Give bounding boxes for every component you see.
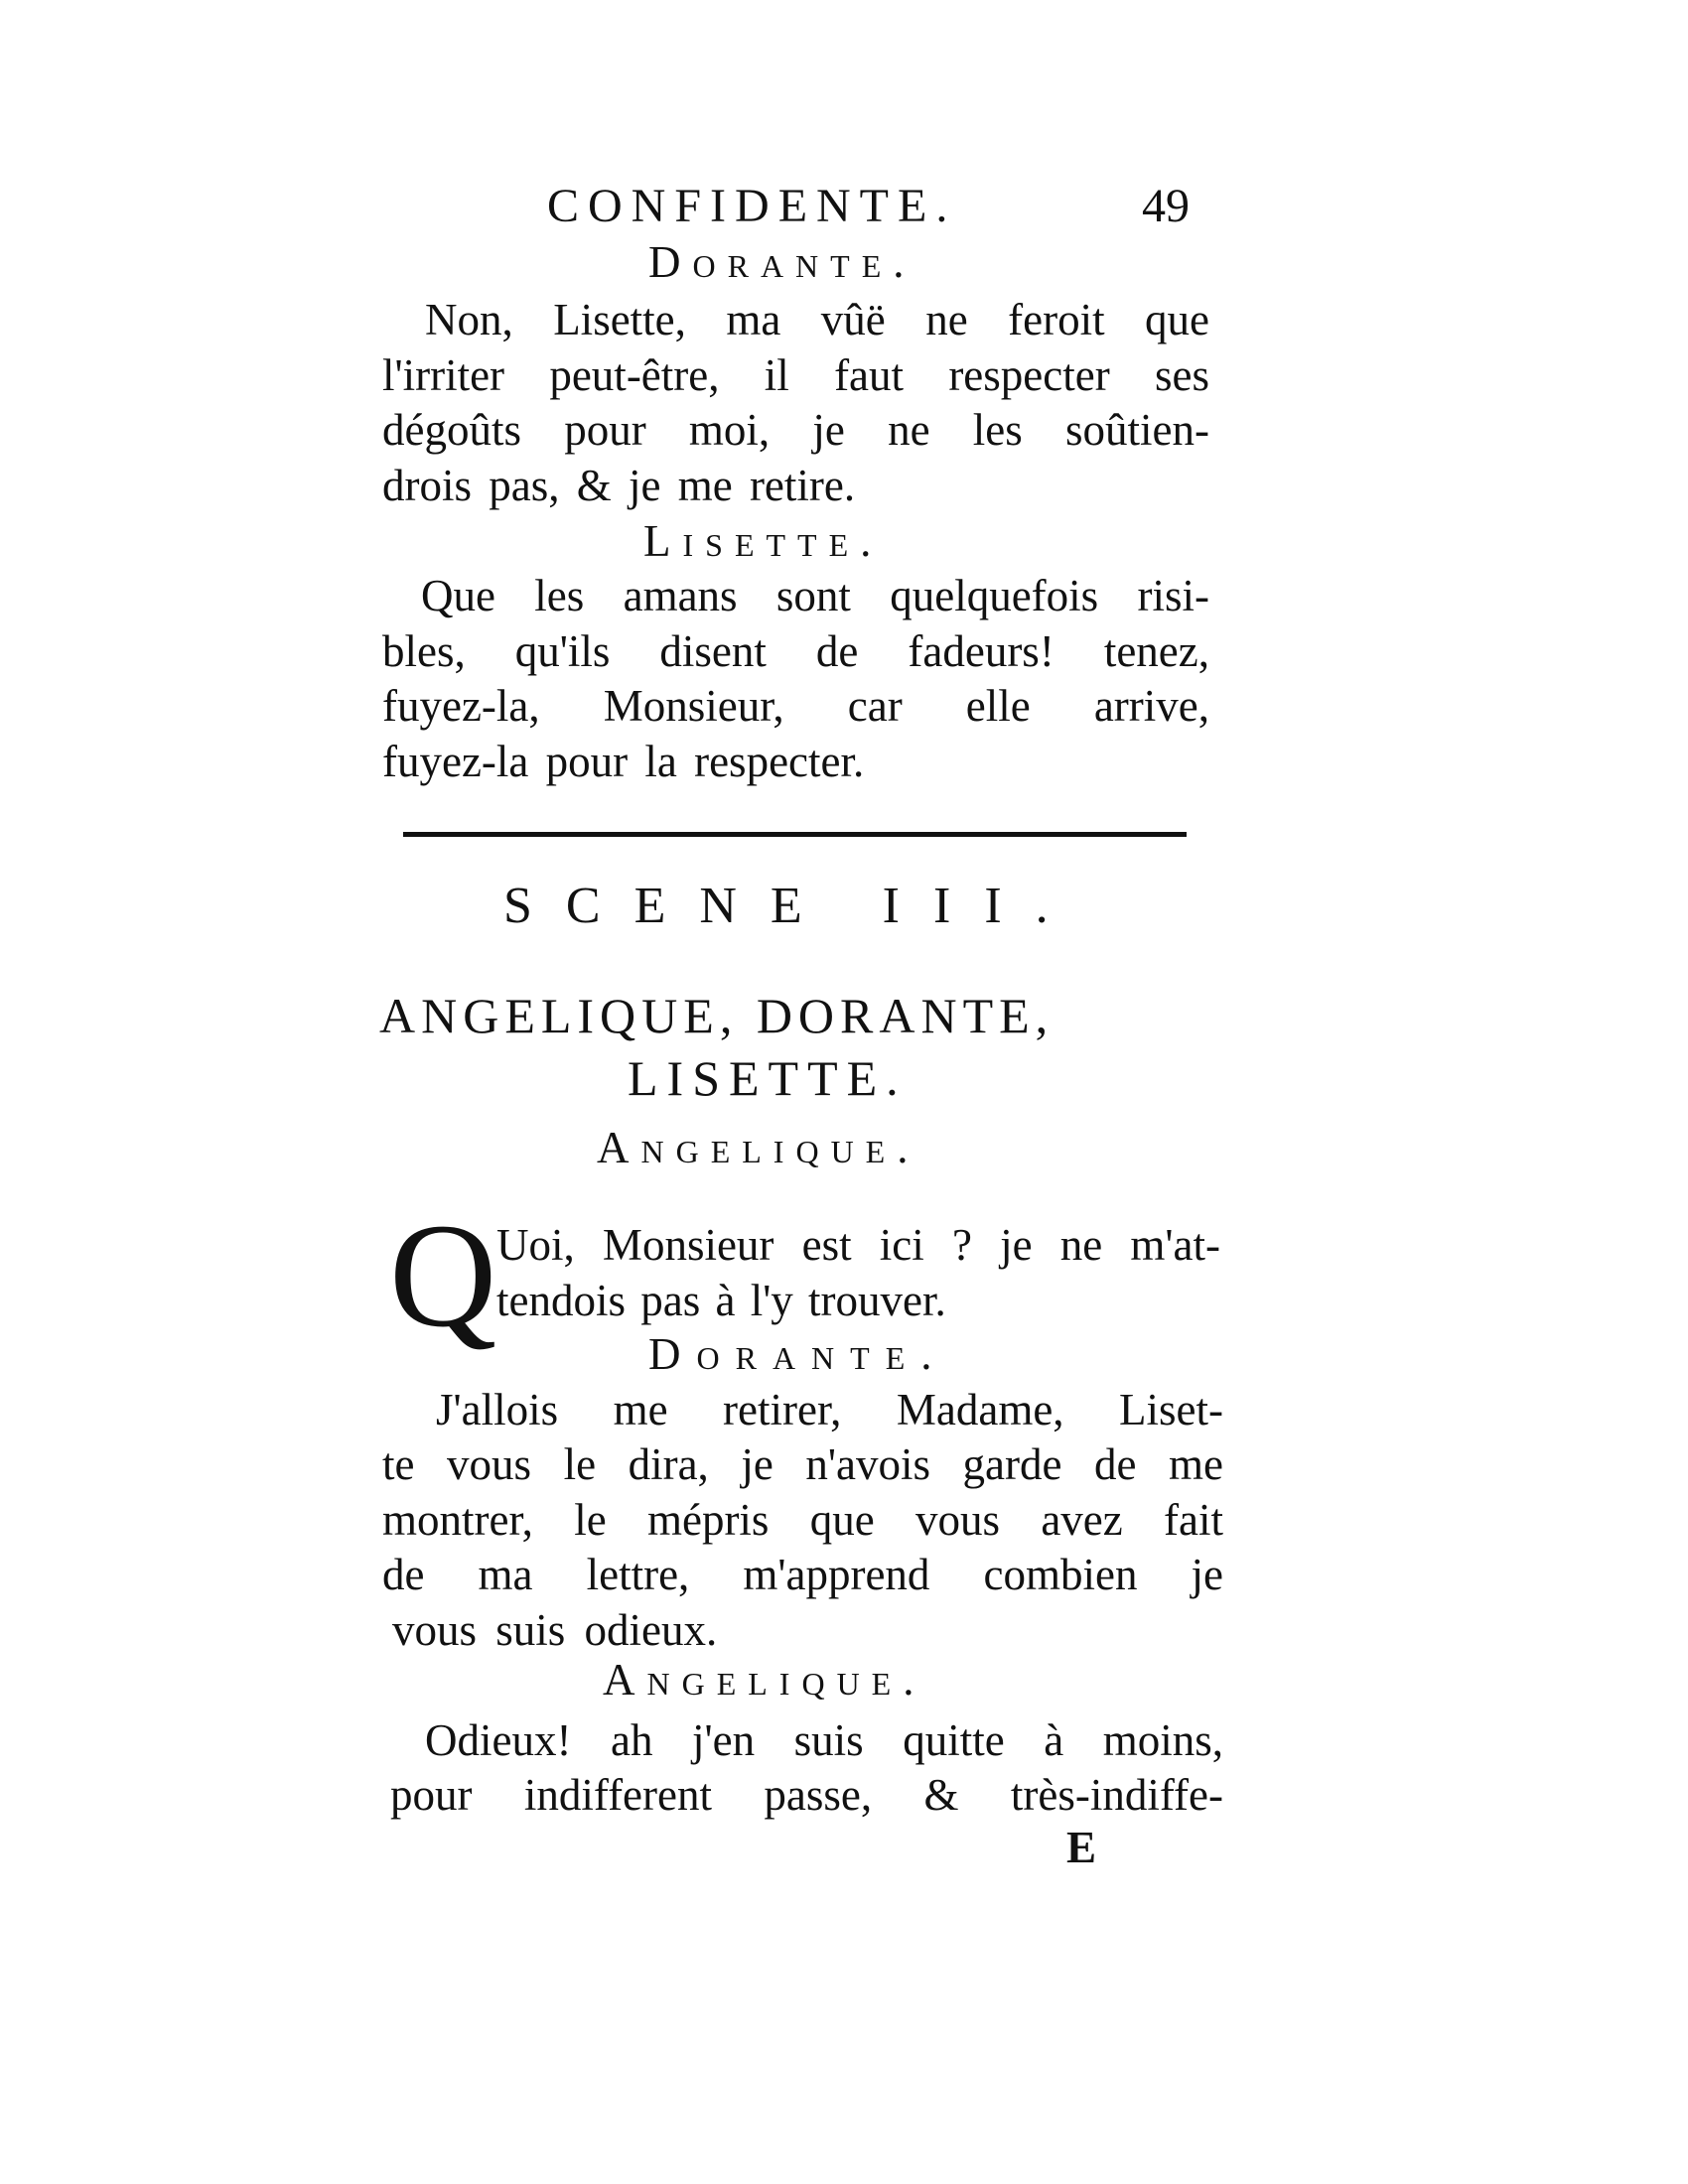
scene-characters: ANGELIQUE, DORANTE, (379, 988, 1055, 1043)
drop-cap: Q (389, 1193, 497, 1358)
scene-title: SCENE III. (503, 878, 1082, 934)
text-line: fuyez-la pour la respecter. (382, 737, 865, 786)
text-line: l'irriter peut-être, il faut respecter ses (382, 350, 1209, 400)
text-line: J'allois me retirer, Madame, Liset- (436, 1385, 1223, 1434)
running-title: CONFIDENTE. (547, 180, 957, 232)
speaker-label: Dorante. (648, 237, 916, 287)
speaker-label: Dorante. (648, 1329, 948, 1379)
text-line: pour indifferent passe, & très-indiffe- (390, 1770, 1223, 1820)
text-line: tendois pas à l'y trouver. (496, 1276, 946, 1325)
text-line: te vous le dira, je n'avois garde de me (382, 1439, 1223, 1489)
signature-mark: E (1066, 1823, 1097, 1872)
text-line: vous suis odieux. (392, 1605, 718, 1655)
section-divider (403, 832, 1187, 837)
page-number: 49 (1142, 180, 1190, 232)
scene-characters: LISETTE. (628, 1050, 908, 1106)
speaker-label: Lisette. (643, 516, 884, 566)
text-line: Non, Lisette, ma vûë ne feroit que (425, 295, 1209, 344)
text-line: de ma lettre, m'apprend combien je (382, 1550, 1223, 1599)
text-line: bles, qu'ils disent de fadeurs! tenez, (382, 626, 1209, 676)
text-line: fuyez-la, Monsieur, car elle arrive, (382, 681, 1209, 731)
text-line: Odieux! ah j'en suis quitte à moins, (425, 1715, 1223, 1765)
text-line: Uoi, Monsieur est ici ? je ne m'at- (496, 1220, 1220, 1270)
text-line: dégoûts pour moi, je ne les soûtien- (382, 405, 1209, 455)
text-line: Que les amans sont quelquefois risi- (421, 571, 1209, 620)
speaker-label: Angelique. (597, 1123, 920, 1172)
speaker-label: Angelique. (603, 1655, 926, 1705)
text-line: drois pas, & je me retire. (382, 461, 856, 510)
text-line: montrer, le mépris que vous avez fait (382, 1495, 1223, 1545)
